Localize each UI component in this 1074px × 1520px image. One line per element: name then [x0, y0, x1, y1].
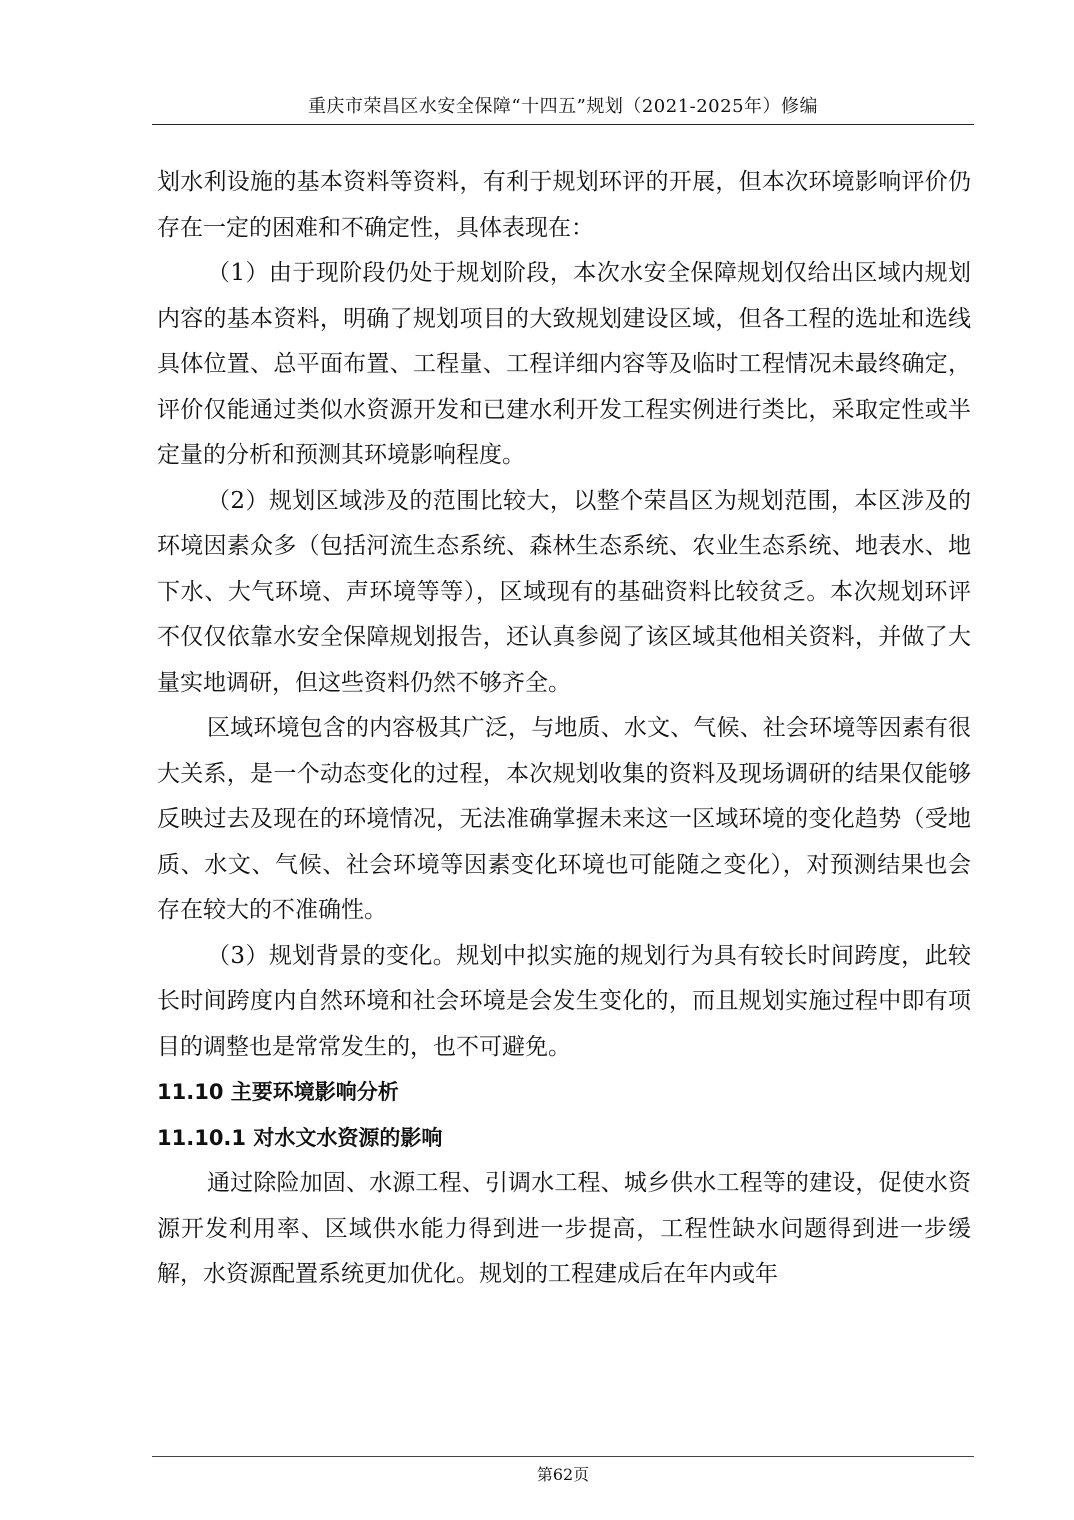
paragraph-water-resources: 通过除险加固、水源工程、引调水工程、城乡供水工程等的建设，促使水资源开发利用率、区域供水能力得到进一步提高，工程性缺水问题得到进一步缓解，水资源配置系统更加优化。规划的工程建成后在年内或年	[157, 1170, 971, 1287]
page-number: 第62页	[536, 1465, 590, 1484]
page-header-title: 重庆市荣昌区水安全保障“十四五”规划（2021-2025年）修编	[307, 96, 819, 117]
paragraph-continuation: 划水利设施的基本资料等资料，有利于规划环评的开展，但本次环境影响评价仍存在一定的困难和不确定性，具体表现在：	[157, 169, 971, 241]
section-heading: 11.10 主要环境影响分析	[157, 1080, 399, 1104]
subsection-heading: 11.10.1 对水文水资源的影响	[157, 1125, 443, 1150]
document-body	[157, 160, 971, 1298]
footer-divider	[152, 1456, 974, 1457]
paragraph-regional-environment: 区域环境包含的内容极其广泛，与地质、水文、气候、社会环境等因素有很大关系，是一个动态变化的过程，本次规划收集的资料及现场调研的结果仅能够反映过去及现在的环境情况，无法准确掌握未来这一区域环境的变化趋势（受地质、水文、气候、社会环境等因素变化环境也可能随之变化），对预测结果也会存在较大的不准确性。	[157, 715, 971, 923]
header-divider	[152, 124, 974, 125]
paragraph-item-2: （2）规划区域涉及的范围比较大，以整个荣昌区为规划范围，本区涉及的环境因素众多（包括河流生态系统、森林生态系统、农业生态系统、地表水、地下水、大气环境、声环境等等），区域现有的基础资料比较贫乏。本次规划环评不仅仅依靠水安全保障规划报告，还认真参阅了该区域其他相关资料，并做了大量实地调研，但这些资料仍然不够齐全。	[157, 487, 971, 696]
paragraph-item-1: （1）由于现阶段仍处于规划阶段，本次水安全保障规划仅给出区域内规划内容的基本资料，明确了规划项目的大致规划建设区域，但各工程的选址和选线具体位置、总平面布置、工程量、工程详细内容等及临时工程情况未最终确定，评价仅能通过类似水资源开发和已建水利开发工程实例进行类比，采取定性或半定量的分析和预测其环境影响程度。	[157, 260, 971, 468]
paragraph-item-3: （3）规划背景的变化。规划中拟实施的规划行为具有较长时间跨度，此较长时间跨度内自然环境和社会环境是会发生变化的，而且规划实施过程中即有项目的调整也是常常发生的，也不可避免。	[157, 942, 971, 1060]
